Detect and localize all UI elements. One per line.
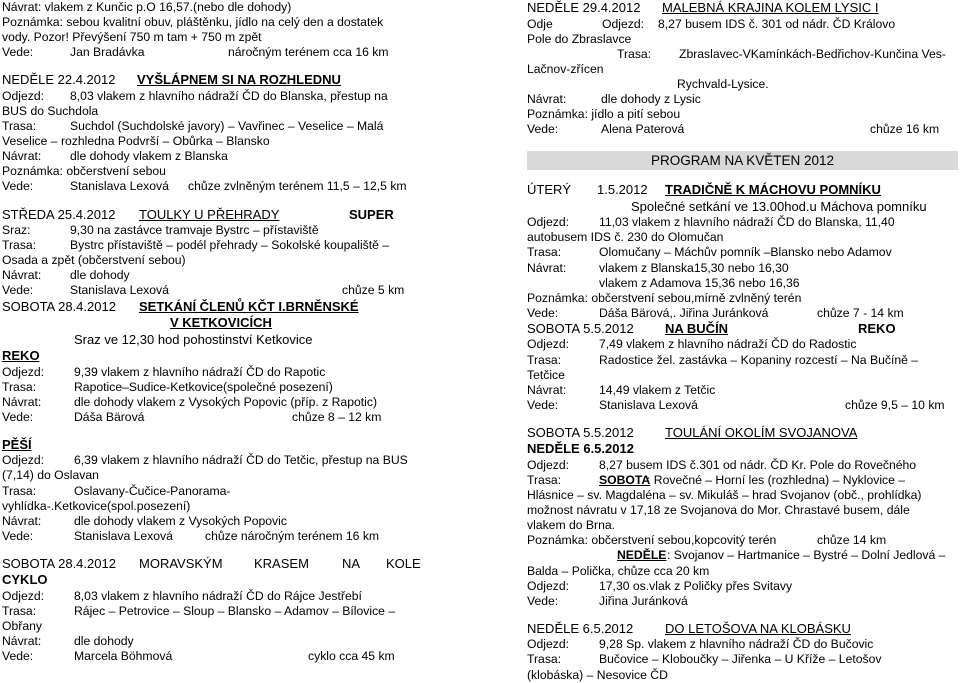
text-line	[527, 107, 958, 122]
text-segment: NEDĚLE 29.4.2012	[527, 0, 641, 15]
text-line	[2, 589, 460, 604]
text-line	[527, 276, 958, 291]
text-segment: Rychvald-Lysice.	[677, 76, 769, 91]
text-segment: BUS do Suchdola	[2, 103, 99, 118]
text-line	[527, 261, 958, 276]
text-segment: autobusem IDS č. 230 do Olomučan	[527, 230, 724, 245]
text-line	[527, 337, 958, 352]
text-line	[2, 649, 460, 664]
text-line	[2, 253, 460, 268]
text-line	[2, 283, 460, 298]
text-line	[527, 122, 958, 137]
text-segment: vody. Pozor! Převýšení 750 m tam + 750 m zpět	[2, 30, 262, 45]
text-line	[527, 321, 958, 338]
spacer	[2, 60, 460, 72]
text-segment: Vede:	[2, 409, 34, 424]
text-line	[2, 572, 460, 589]
text-line	[2, 529, 460, 544]
text-segment: Návrat:	[2, 634, 42, 649]
text-segment: Poznámka: občerstvení sebou,kopcovitý terén	[527, 533, 777, 548]
text-line	[527, 579, 958, 594]
right-column	[527, 0, 958, 683]
text-line	[527, 245, 958, 260]
text-segment: Návrat:	[2, 394, 42, 409]
text-line	[527, 353, 958, 368]
text-segment: MORAVSKÝM	[139, 555, 223, 571]
text-line	[2, 72, 460, 89]
text-segment: ÚTERÝ	[527, 182, 572, 198]
text-segment: CYKLO	[2, 572, 48, 588]
text-segment: Trasa:	[2, 238, 37, 253]
text-segment: TOULÁNÍ OKOLÍM SVOJANOVA	[665, 424, 858, 440]
text-segment: Odjezd:	[527, 578, 570, 593]
text-segment: REKO	[2, 348, 40, 363]
text-segment: : Rovečné – Horní les (rozhledna) – Nyklovice –	[647, 472, 906, 487]
text-segment: cyklo cca 45 km	[308, 649, 395, 664]
text-segment: MALEBNÁ KRAJINA KOLEM LYSIC I	[662, 0, 879, 15]
text-line	[2, 0, 460, 15]
text-line	[527, 291, 958, 306]
text-segment: vyhlídka-.Ketkovice(spol.posezení)	[2, 498, 191, 513]
text-line	[527, 398, 958, 413]
spacer	[2, 544, 460, 556]
text-line	[2, 619, 460, 634]
text-segment: STŘEDA 25.4.2012	[2, 206, 116, 222]
text-segment: Návrat:	[527, 91, 567, 106]
text-segment: KOLE	[386, 555, 421, 571]
text-segment: Odjezd:	[2, 364, 45, 379]
text-segment: 8,27 busem IDS č.301 od nádr. ČD Kr. Pole do Rovečného	[599, 457, 917, 472]
text-segment: Odjezd:	[602, 16, 645, 31]
text-segment: Poznámka: občerstvení sebou	[2, 164, 166, 179]
text-segment: NEDĚLE	[617, 548, 667, 563]
text-segment: (klobáska) – Nesovice ČD	[527, 667, 668, 682]
text-line	[2, 514, 460, 529]
text-segment: Alena Paterová	[601, 122, 685, 137]
text-line	[2, 604, 460, 619]
text-line	[527, 441, 958, 458]
text-segment: Stanislava Lexová	[599, 397, 698, 412]
text-line	[2, 104, 460, 119]
text-line	[527, 518, 958, 533]
text-segment: Návrat:	[2, 513, 42, 528]
text-segment: Stanislava Lexová	[70, 283, 169, 298]
text-segment: Návrat:	[527, 260, 567, 275]
text-segment: Odjezd:	[527, 337, 570, 352]
text-segment: Sraz:	[2, 223, 31, 238]
text-segment: chůze 9,5 – 10 km	[845, 397, 945, 412]
text-segment: Trasa:	[2, 483, 37, 498]
text-line	[527, 199, 958, 216]
text-segment: REKO	[858, 320, 896, 336]
text-line	[2, 484, 460, 499]
text-segment: chůze náročným terénem 16 km	[205, 528, 380, 543]
text-line	[527, 594, 958, 609]
text-segment: Vede:	[527, 305, 559, 320]
text-line	[2, 437, 460, 454]
text-line	[2, 348, 460, 365]
text-segment: Trasa:	[2, 379, 37, 394]
text-segment: SOBOTA 5.5.2012	[527, 320, 634, 336]
text-segment: Odje	[527, 16, 553, 31]
text-segment: chůze zvlněným terénem 11,5 – 12,5 km	[188, 179, 407, 194]
text-line	[2, 238, 460, 253]
text-segment: Hlásnice – sv. Magdaléna – sv. Mikuláš – hrad Svojanov (obč., prohlídka)	[527, 488, 922, 503]
text-line	[2, 468, 460, 483]
text-line	[2, 207, 460, 224]
text-segment: Rapotice–Sudice-Ketkovice(společné posezení)	[74, 379, 333, 394]
text-segment: Osada a zpět (občerstvení sebou)	[2, 253, 186, 268]
text-line	[2, 315, 460, 332]
program-heading: PROGRAM NA KVĚTEN 2012	[527, 151, 958, 170]
text-segment: Trasa:	[527, 472, 562, 487]
text-segment: Veselice – rozhledna Podvrší – Obůrka – Blansko	[2, 134, 270, 149]
text-line	[2, 634, 460, 649]
text-segment: Stanislava Lexová	[74, 528, 173, 543]
text-segment: 14,49 vlakem z Tetčic	[599, 382, 716, 397]
text-segment: : Svojanov – Hartmanice – Bystré – Dolní Jedlová –	[667, 548, 946, 563]
text-line	[527, 503, 958, 518]
text-segment: SOBOTA	[599, 472, 651, 487]
text-segment: Rájec – Petrovice – Sloup – Blansko – Adamov – Bílovice –	[74, 604, 396, 619]
text-segment: Sraz ve 12,30 hod pohostinství Ketkovice	[74, 331, 313, 347]
text-segment: PĚŠÍ	[2, 436, 32, 452]
text-segment: Jan Bradávka	[70, 45, 145, 60]
text-line	[527, 306, 958, 321]
text-line	[527, 368, 958, 383]
text-segment: Trasa:	[2, 604, 37, 619]
text-line	[527, 488, 958, 503]
text-segment: Vede:	[2, 649, 34, 664]
text-line	[2, 223, 460, 238]
text-line	[2, 45, 460, 60]
text-segment: Suchdol (Suchdolské javory) – Vavřinec – Veselice – Malá	[70, 119, 384, 134]
text-segment: chůze 14 km	[817, 533, 887, 548]
spacer	[527, 609, 958, 621]
text-segment: Vede:	[527, 122, 559, 137]
text-segment: dle dohody vlakem z Vysokých Popovic	[74, 513, 287, 528]
text-line	[527, 668, 958, 683]
text-line	[527, 621, 958, 638]
text-line	[2, 164, 460, 179]
text-line	[527, 533, 958, 548]
text-segment: dle dohody vlakem z Blanska	[70, 149, 228, 164]
text-segment: chůze 16 km	[870, 122, 940, 137]
text-segment: náročným terénem cca 16 km	[228, 45, 389, 60]
text-segment: NEDĚLE 22.4.2012	[2, 72, 116, 88]
text-line	[2, 15, 460, 30]
text-line	[2, 268, 460, 283]
text-segment: Trasa:	[527, 352, 562, 367]
text-line	[2, 30, 460, 45]
text-line	[527, 637, 958, 652]
text-segment: NA	[342, 555, 361, 571]
text-line	[2, 179, 460, 194]
text-segment: Zbraslavec-VKamínkách-Bedřichov-Kunčina Ves-	[679, 46, 946, 61]
text-segment: TRADIČNĚ K MÁCHOVU POMNÍKU	[665, 182, 881, 198]
text-segment: (7,14) do Oslavan	[2, 468, 99, 483]
text-segment: 8,03 vlakem z hlavního nádraží ČD do Rájce Jestřebí	[74, 588, 362, 603]
text-segment: Bystrc přístaviště – podél přehrady – Sokolské koupaliště –	[70, 238, 390, 253]
text-line	[527, 473, 958, 488]
text-segment: Dáša Bärová	[74, 409, 145, 424]
text-line	[527, 230, 958, 245]
text-line	[2, 119, 460, 134]
text-line	[527, 564, 958, 579]
text-segment: Poznámka: sebou kvalitní obuv, pláštěnku, jídlo na celý den a dostatek	[2, 15, 384, 30]
text-segment: DO LETOŠOVA NA KLOBÁSKU	[665, 620, 851, 636]
text-segment: vlakem z Adamova 15,36 nebo 16,36	[599, 275, 800, 290]
text-segment: Dáša Bärová,. Jiřina Juránková	[599, 305, 769, 320]
text-segment: Vede:	[2, 283, 34, 298]
text-segment: TOULKY U PŘEHRADY	[139, 206, 280, 222]
text-segment: dle dohody	[74, 634, 134, 649]
text-segment: 7,49 vlakem z hlavního nádraží ČD do Radostic	[599, 337, 857, 352]
text-segment: NEDĚLE 6.5.2012	[527, 620, 634, 636]
text-line	[2, 149, 460, 164]
text-segment: Pole do Zbraslavce	[527, 31, 632, 46]
text-segment: Lačnov-zřícen	[527, 61, 604, 76]
text-segment: KRASEM	[254, 555, 309, 571]
text-segment: Trasa:	[617, 46, 652, 61]
text-line	[527, 182, 958, 199]
text-segment: SOBOTA 5.5.2012	[527, 424, 634, 440]
text-segment: Olomučany – Máchův pomník –Blansko nebo Adamov	[599, 245, 892, 260]
text-segment: Odjezd:	[2, 88, 45, 103]
text-line	[2, 395, 460, 410]
text-segment: 6,39 vlakem z hlavního nádraží ČD do Tetčic, přestup na BUS	[74, 453, 408, 468]
text-segment: Odjezd:	[2, 453, 45, 468]
text-segment: Oslavany-Čučice-Panorama-	[74, 483, 231, 498]
text-line	[2, 556, 460, 573]
text-line	[527, 383, 958, 398]
text-segment: NEDĚLE 6.5.2012	[527, 441, 634, 457]
text-segment: Radostice žel. zastávka – Kopaniny rozcestí – Na Bučíně –	[599, 352, 919, 367]
text-segment: Stanislava Lexová	[70, 179, 169, 194]
text-line	[527, 17, 958, 32]
text-segment: 9,28 Sp. vlakem z hlavního nádraží ČD do Bučovic	[599, 637, 874, 652]
text-line	[2, 410, 460, 425]
text-line	[527, 548, 958, 563]
text-segment: SOBOTA 28.4.2012	[2, 298, 116, 314]
text-segment: V KETKOVICÍCH	[170, 315, 272, 330]
text-segment: VYŠLÁPNEM SI NA ROZHLEDNU	[137, 72, 341, 88]
text-line	[527, 47, 958, 62]
text-segment: 8,03 vlakem z hlavního nádraží ČD do Blanska, přestup na	[70, 88, 388, 103]
text-segment: vlakem do Brna.	[527, 518, 616, 533]
text-segment: Jiřina Juránková	[599, 593, 688, 608]
text-segment: Obřany	[2, 619, 42, 634]
text-segment: Marcela Böhmová	[74, 649, 173, 664]
text-segment: Odjezd:	[527, 457, 570, 472]
text-line	[527, 62, 958, 77]
text-line	[2, 89, 460, 104]
text-segment: dle dohody vlakem z Vysokých Popovic (příp. z Rapotic)	[74, 394, 378, 409]
text-segment: Návrat:	[2, 268, 42, 283]
text-segment: chůze 5 km	[342, 283, 405, 298]
text-line	[527, 32, 958, 47]
text-segment: Trasa:	[527, 245, 562, 260]
text-line	[2, 299, 460, 316]
text-line	[527, 458, 958, 473]
text-segment: Návrat:	[2, 149, 42, 164]
text-segment: Vede:	[2, 528, 34, 543]
text-segment: Společné setkání ve 13.00hod.u Máchova pomníku	[631, 198, 927, 214]
text-segment: dle dohody z Lysic	[601, 91, 701, 106]
text-segment: Odjezd:	[527, 215, 570, 230]
text-line	[2, 380, 460, 395]
text-segment: SUPER	[349, 206, 394, 222]
spacer	[2, 195, 460, 207]
text-segment: chůze 7 - 14 km	[817, 305, 904, 320]
text-segment: Bučovice – Kloboučky – Jiřenka – U Kříže – Letošov	[599, 652, 882, 667]
text-line	[527, 652, 958, 667]
text-line	[527, 92, 958, 107]
text-line	[527, 0, 958, 17]
text-segment: 8,27 busem IDS č. 301 od nádr. ČD Královo	[658, 16, 896, 31]
text-segment: SETKÁNÍ ČLENŮ KČT I.BRNĚNSKÉ	[139, 298, 359, 314]
text-segment: Odjezd:	[2, 588, 45, 603]
text-segment: dle dohody	[70, 268, 130, 283]
text-line	[2, 134, 460, 149]
text-segment: 11,03 vlakem z hlavního nádraží ČD do Blanska, 11,40	[599, 215, 895, 230]
text-segment: Trasa:	[2, 119, 37, 134]
text-line	[527, 77, 958, 92]
text-segment: možnost návratu v 17,18 ze Svojanova do Mor. Chrastavé busem, dále	[527, 503, 910, 518]
text-segment: Balda – Polička, chůze cca 20 km	[527, 563, 710, 578]
text-segment: Návrat: vlakem z Kunčic p.O 16,57.(nebo dle dohody)	[2, 0, 292, 14]
text-segment: Vede:	[2, 179, 34, 194]
text-segment: 17,30 os.vlak z Poličky přes Svitavy	[599, 578, 793, 593]
text-segment: 1.5.2012	[597, 182, 648, 198]
text-segment: vlakem z Blanska15,30 nebo 16,30	[599, 260, 789, 275]
text-segment: Odjezd:	[527, 637, 570, 652]
text-segment: Vede:	[527, 593, 559, 608]
text-line	[2, 332, 460, 349]
text-segment: Poznámka: občerstvení sebou,mírně zvlněný terén	[527, 290, 802, 305]
text-segment: 9,39 vlakem z hlavního nádraží ČD do Rapotic	[74, 364, 326, 379]
text-segment: Poznámka: jídlo a pití sebou	[527, 107, 681, 122]
text-line	[2, 365, 460, 380]
text-segment: Návrat:	[527, 382, 567, 397]
text-segment: chůze 8 – 12 km	[292, 409, 382, 424]
text-line	[527, 215, 958, 230]
spacer	[2, 425, 460, 437]
text-segment: 9,30 na zastávce tramvaje Bystrc – přístaviště	[70, 223, 319, 238]
left-column	[2, 0, 460, 664]
text-line	[2, 453, 460, 468]
text-segment: NA BUČÍN	[665, 320, 729, 336]
text-segment: Vede:	[2, 45, 34, 60]
text-segment: Vede:	[527, 397, 559, 412]
text-line	[527, 425, 958, 442]
text-segment: SOBOTA 28.4.2012	[2, 555, 116, 571]
spacer	[527, 413, 958, 425]
text-line	[2, 499, 460, 514]
text-segment: Trasa:	[527, 652, 562, 667]
text-segment: Tetčice	[527, 367, 565, 382]
